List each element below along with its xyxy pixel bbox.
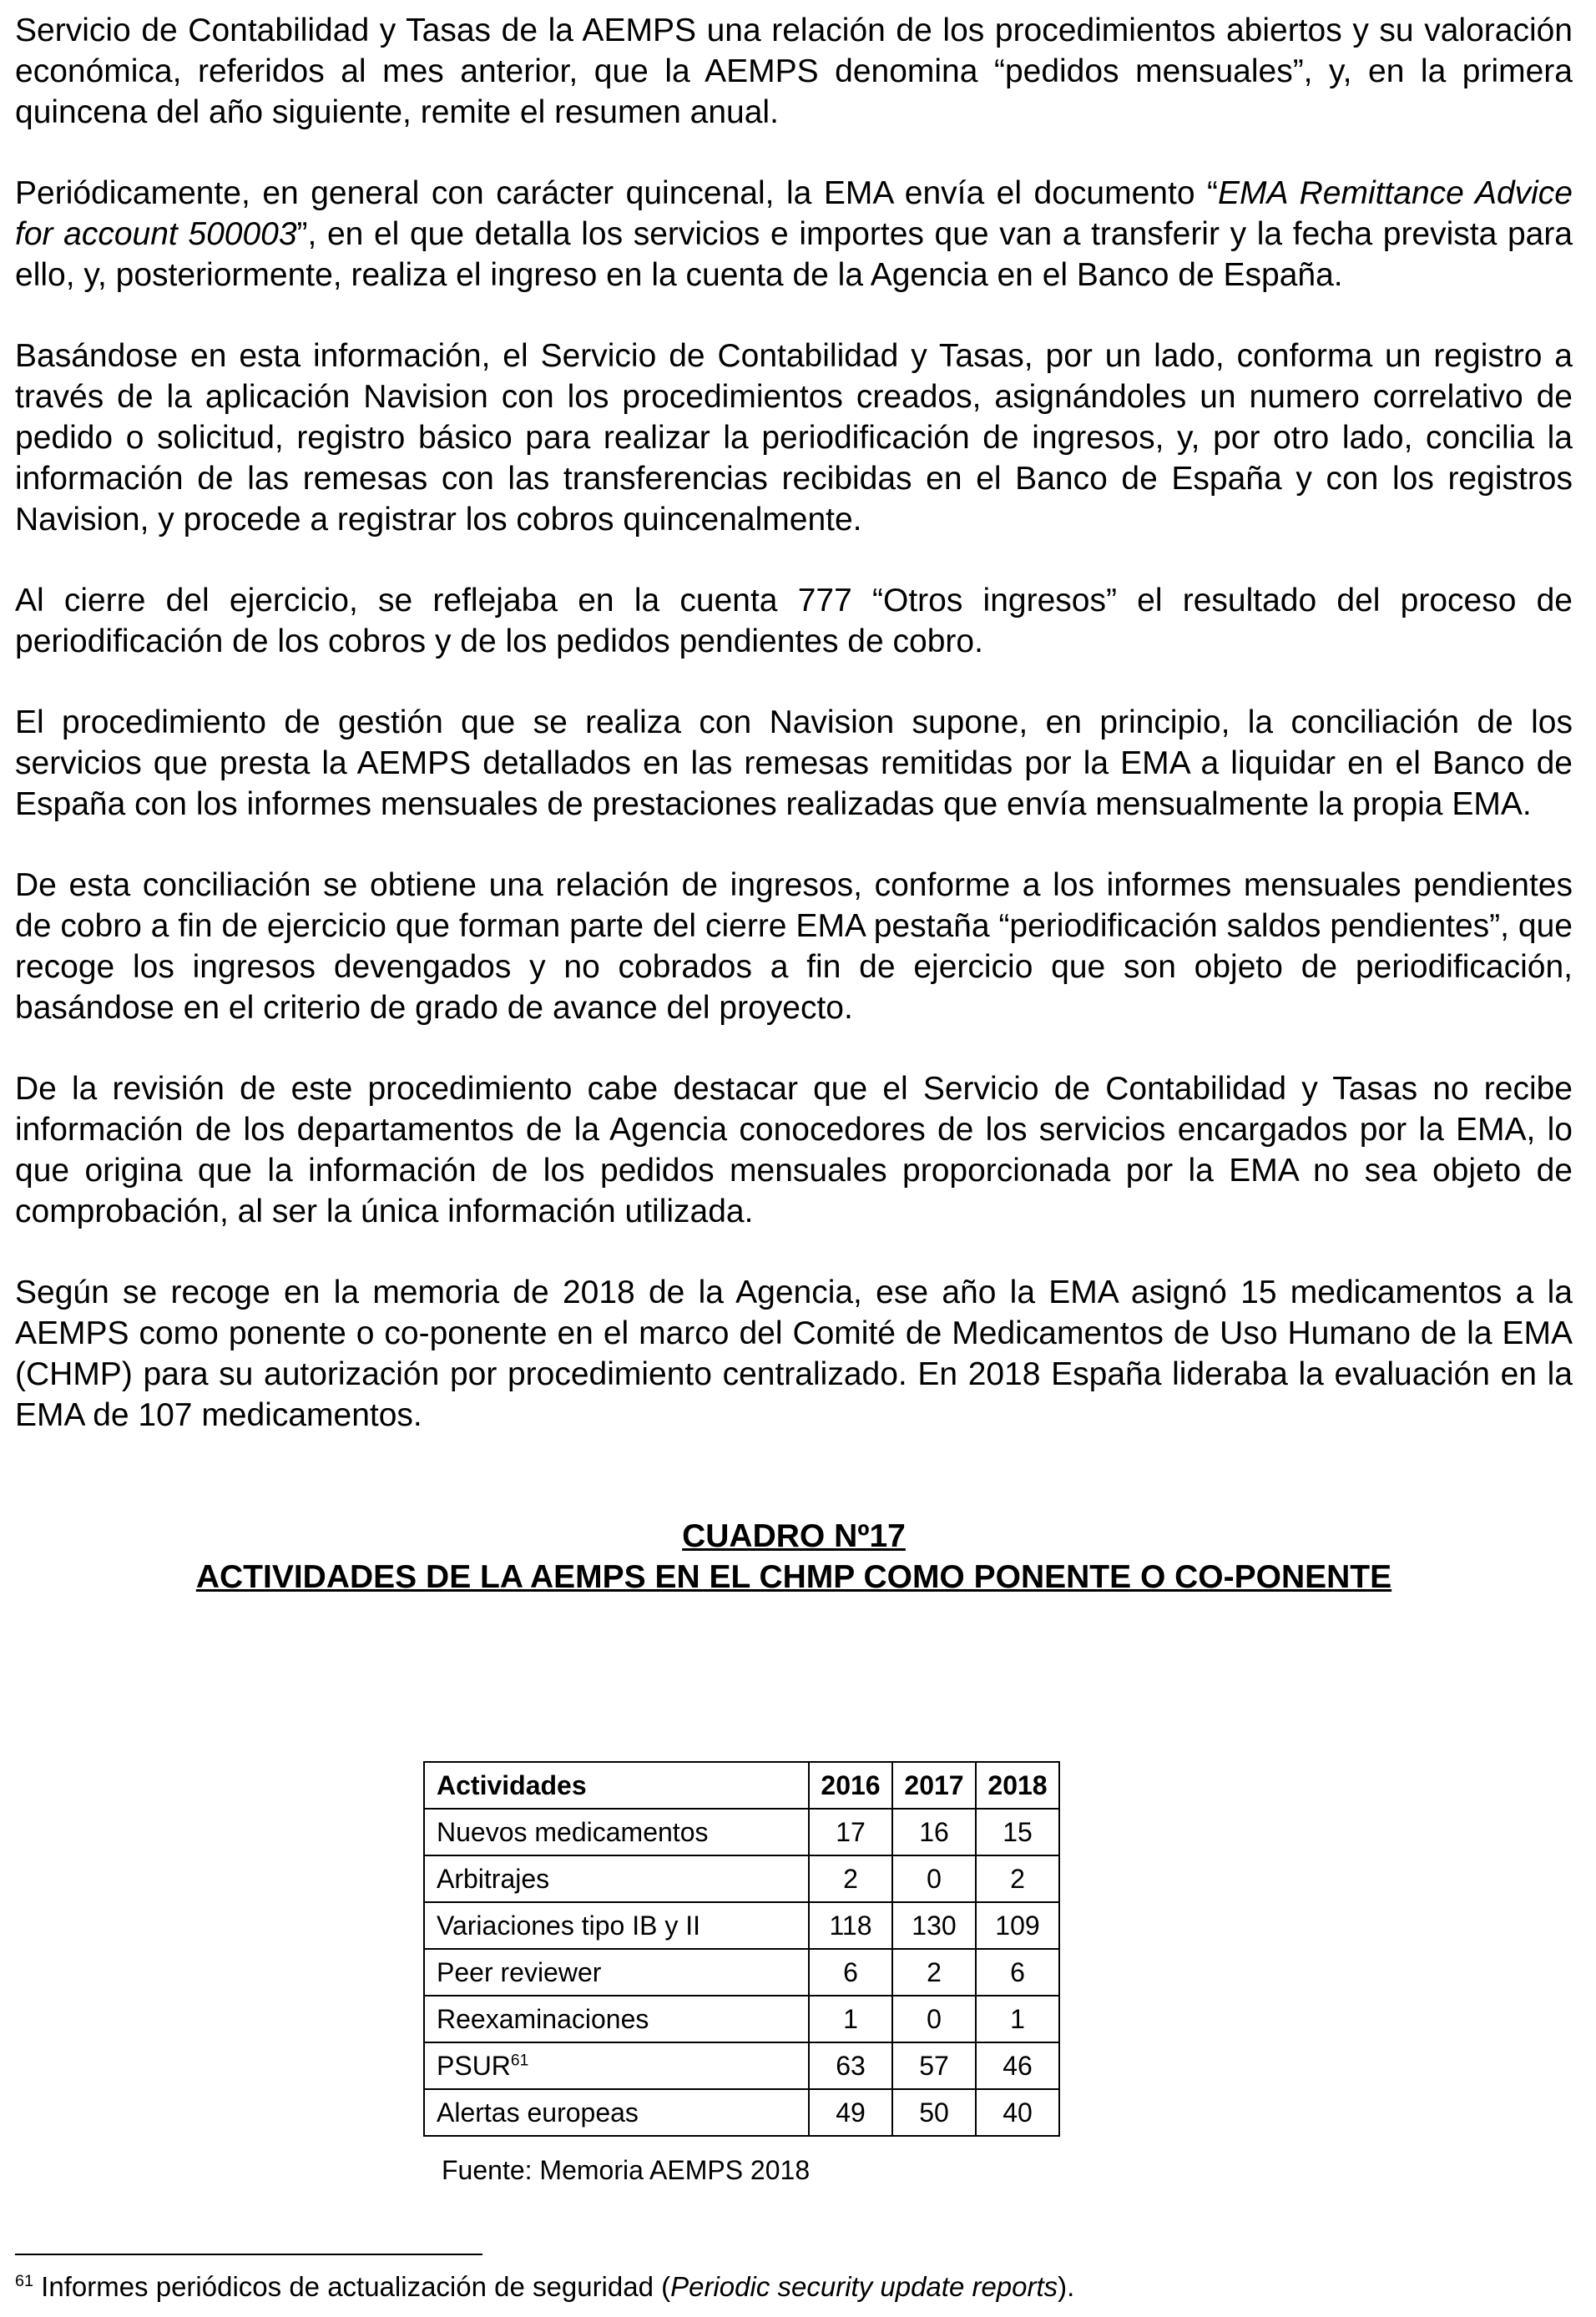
paragraph — [15, 580, 1573, 662]
paragraph-text: ”, en el que detalla los servicios e importes que van a transferir y la fecha prevista para ello, y, posteriormente, realiza el ingreso en la cuenta de la Agencia en el Banco de España. — [15, 216, 1573, 293]
header-activities: Actividades — [424, 1762, 809, 1809]
table-row — [424, 1809, 1059, 1855]
table-number: CUADRO Nº17 — [682, 1518, 906, 1554]
activity-cell — [424, 1902, 809, 1949]
footnote-text: Informes periódicos de actualización de seguridad ( — [33, 2271, 671, 2302]
activities-table — [423, 1761, 1060, 2137]
value-cell: 130 — [892, 1902, 976, 1949]
activity-label: Peer reviewer — [437, 1956, 602, 1987]
value-cell: 1 — [809, 1996, 892, 2042]
activity-cell — [424, 2089, 809, 2136]
paragraph-text: Servicio de Contabilidad y Tasas de la AEMPS una relación de los procedimientos abiertos y su valoración económica, referidos al mes anterior, que la AEMPS denomina “pedidos mensuales”, y, en la primera quincena del año siguiente, remite el resumen anual. — [15, 13, 1573, 130]
value-cell: 2 — [892, 1949, 976, 1996]
body-text — [15, 10, 1573, 1436]
value-cell: 109 — [976, 1902, 1059, 1949]
paragraph — [15, 1272, 1573, 1436]
paragraph — [15, 10, 1573, 133]
value-cell: 16 — [892, 1809, 976, 1855]
paragraph-text: Según se recoge en la memoria de 2018 de la Agencia, ese año la EMA asignó 15 medicamentos a la AEMPS como ponente o co-ponente en el marco del Comité de Medicamentos de Uso Humano de la EMA (CHMP) para su autorización por procedimiento centralizado. En 2018 España lideraba la evaluación en la EMA de 107 medicamentos. — [15, 1275, 1573, 1433]
footnote — [15, 2269, 1074, 2305]
table-title: ACTIVIDADES DE LA AEMPS EN EL CHMP COMO PONENTE O CO-PONENTE — [195, 1559, 1392, 1595]
value-cell: 57 — [892, 2042, 976, 2089]
activity-cell — [424, 1949, 809, 1996]
footnote-text-end: ). — [1058, 2271, 1075, 2302]
value-cell: 2 — [976, 1855, 1059, 1902]
activity-label: Alertas europeas — [437, 2097, 639, 2128]
value-cell: 1 — [976, 1996, 1059, 2042]
paragraph — [15, 173, 1573, 295]
table-row — [424, 2089, 1059, 2136]
value-cell: 17 — [809, 1809, 892, 1855]
paragraph-text: De la revisión de este procedimiento cabe destacar que el Servicio de Contabilidad y Tasas no recibe información de los departamentos de la Agencia conocedores de los servicios encargados por la EMA, lo que origina que la información de los pedidos mensuales proporcionada por la EMA no sea objeto de comprobación, al ser la única información utilizada. — [15, 1071, 1573, 1229]
value-cell: 15 — [976, 1809, 1059, 1855]
value-cell: 6 — [809, 1949, 892, 1996]
value-cell: 118 — [809, 1902, 892, 1949]
value-cell: 40 — [976, 2089, 1059, 2136]
value-cell: 6 — [976, 1949, 1059, 1996]
value-cell: 0 — [892, 1855, 976, 1902]
value-cell: 49 — [809, 2089, 892, 2136]
activity-label: Variaciones tipo IB y II — [437, 1910, 700, 1941]
paragraph — [15, 702, 1573, 825]
table-header-row — [424, 1762, 1059, 1809]
activity-label: Reexaminaciones — [437, 2003, 649, 2034]
table-row — [424, 1902, 1059, 1949]
paragraph-text: Periódicamente, en general con carácter quincenal, la EMA envía el documento “ — [15, 175, 1219, 211]
activity-label: PSUR — [437, 2050, 511, 2081]
paragraph — [15, 336, 1573, 540]
table-row — [424, 2042, 1059, 2089]
table-row — [424, 1855, 1059, 1902]
activity-label: Arbitrajes — [437, 1863, 550, 1894]
document-page — [15, 10, 1573, 1598]
footnote-number: 61 — [15, 2272, 34, 2290]
paragraph-text: El procedimiento de gestión que se realiza con Navision supone, en principio, la conciliación de los servicios que presta la AEMPS detallados en las remesas remitidas por la EMA a liquidar en el Banco de España con los informes mensuales de prestaciones realizadas que envía mensualmente la propia EMA. — [15, 704, 1573, 822]
header-2018: 2018 — [976, 1762, 1059, 1809]
activity-cell — [424, 2042, 809, 2089]
footnote-separator — [15, 2254, 482, 2255]
value-cell: 63 — [809, 2042, 892, 2089]
paragraph-text: De esta conciliación se obtiene una relación de ingresos, conforme a los informes mensuales pendientes de cobro a fin de ejercicio que forman parte del cierre EMA pestaña “periodificación saldos pendientes”, que recoge los ingresos devengados y no cobrados a fin de ejercicio que son objeto de periodificación, basándose en el criterio de grado de avance del proyecto. — [15, 867, 1573, 1026]
table-row — [424, 1949, 1059, 1996]
paragraph-text: Al cierre del ejercicio, se reflejaba en la cuenta 777 “Otros ingresos” el resultado del proceso de periodificación de los cobros y de los pedidos pendientes de cobro. — [15, 583, 1573, 659]
activity-label: Nuevos medicamentos — [437, 1816, 709, 1847]
header-2016: 2016 — [809, 1762, 892, 1809]
header-2017: 2017 — [892, 1762, 976, 1809]
activity-cell — [424, 1809, 809, 1855]
value-cell: 2 — [809, 1855, 892, 1902]
activity-cell — [424, 1855, 809, 1902]
paragraph-text: Basándose en esta información, el Servicio de Contabilidad y Tasas, por un lado, conforma un registro a través de la aplicación Navision con los procedimientos creados, asignándoles un numero correlativo de pedido o solicitud, registro básico para realizar la periodificación de ingresos, y, por otro lado, concilia la información de las remesas con las transferencias recibidas en el Banco de España y con los registros Navision, y procede a registrar los cobros quincenalmente. — [15, 338, 1573, 538]
table-source: Fuente: Memoria AEMPS 2018 — [442, 2155, 811, 2185]
value-cell: 0 — [892, 1996, 976, 2042]
paragraph — [15, 1068, 1573, 1232]
footnote-ref: 61 — [510, 2051, 529, 2069]
italic-text: EMA Remittance Advice for account 500003 — [15, 175, 1573, 252]
footnote-text-italic: Periodic security update reports — [670, 2271, 1058, 2302]
table-caption — [15, 1516, 1573, 1598]
table-row — [424, 1996, 1059, 2042]
activity-cell — [424, 1996, 809, 2042]
value-cell: 46 — [976, 2042, 1059, 2089]
value-cell: 50 — [892, 2089, 976, 2136]
paragraph — [15, 865, 1573, 1028]
